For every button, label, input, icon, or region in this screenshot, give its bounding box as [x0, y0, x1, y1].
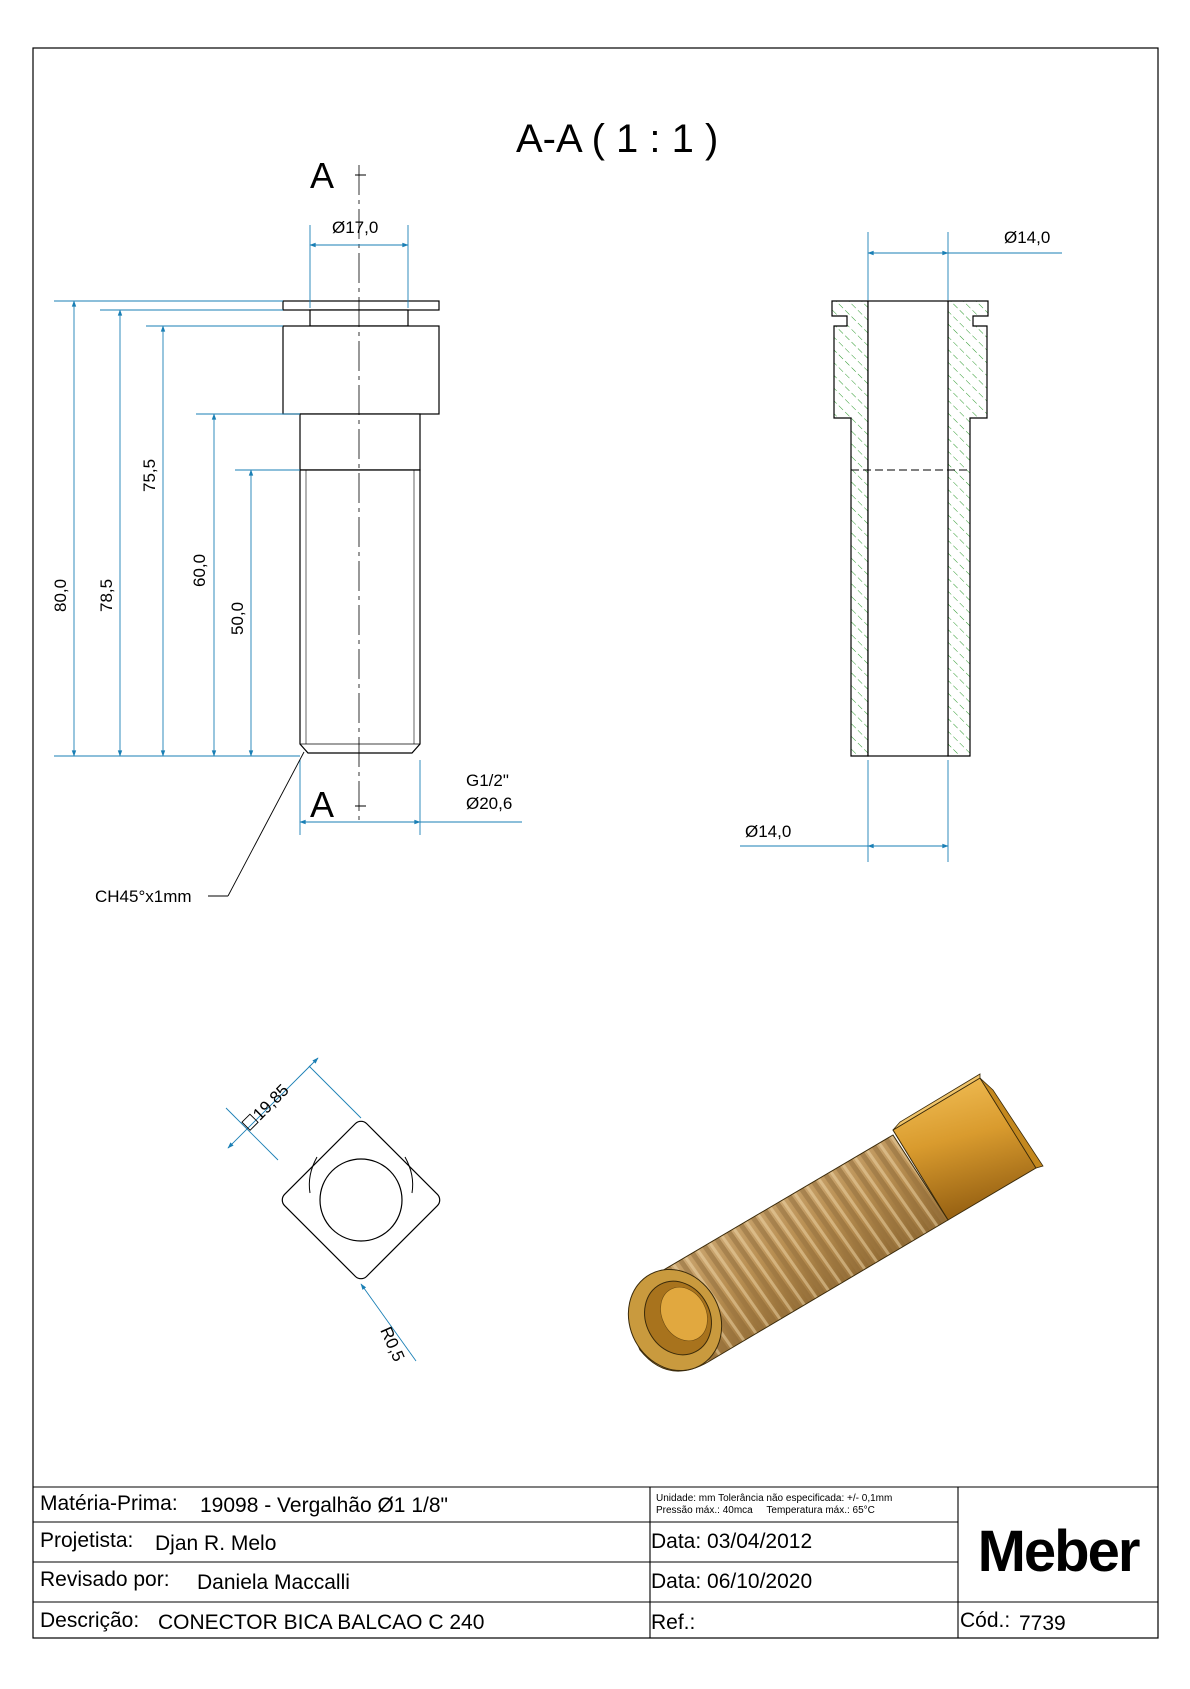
dim-chamfer: CH45°x1mm [95, 887, 192, 906]
end-view [279, 1118, 443, 1282]
isometric-view [611, 1074, 1043, 1387]
dim-bore-diameter-bottom: Ø14,0 [745, 822, 792, 841]
reviewer-label: Revisado por: [40, 1568, 170, 1591]
reviewer-date: Data: 06/10/2020 [651, 1570, 813, 1593]
description-label: Descrição: [40, 1609, 140, 1632]
elevation-dimensions [54, 225, 522, 835]
section-bore [868, 301, 948, 756]
designer-date: Data: 03/04/2012 [651, 1530, 813, 1553]
dim-corner-radius: R0,5 [376, 1323, 409, 1365]
material-value: 19098 - Vergalhão Ø1 1/8" [200, 1494, 448, 1517]
shank [300, 414, 420, 470]
dim-thread-name: G1/2" [466, 771, 509, 790]
elevation-view [283, 301, 439, 753]
material-label: Matéria-Prima: [40, 1492, 178, 1515]
thread-body [300, 470, 420, 753]
hex-body [283, 326, 439, 414]
dim-flange-diameter: Ø17,0 [332, 218, 379, 237]
dim-square-size: ☐19,85 [238, 1080, 293, 1135]
section-wall-right [948, 301, 988, 756]
dim-bore-diameter-top: Ø14,0 [1004, 228, 1051, 247]
dim-overall-length: 80,0 [51, 578, 70, 612]
section-label-bottom: A [310, 784, 335, 825]
dim-length-50: 50,0 [228, 601, 247, 635]
dim-thread-diameter: Ø20,6 [466, 794, 513, 813]
tolerance-note: Unidade: mm Tolerância não especificada: +/- 0,1mm [656, 1493, 893, 1504]
company-logo: Meber [977, 1519, 1139, 1584]
sheet-border [33, 48, 1158, 1638]
section-title: A-A ( 1 : 1 ) [516, 117, 719, 161]
section-label-top: A [310, 155, 335, 196]
ref-label: Ref.: [651, 1611, 696, 1634]
dim-length-78: 78,5 [97, 578, 116, 612]
dim-length-75: 75,5 [140, 458, 159, 492]
reviewer-value: Daniela Maccalli [197, 1571, 350, 1594]
designer-value: Djan R. Melo [155, 1532, 277, 1555]
chamfer-leader [228, 752, 304, 896]
designer-label: Projetista: [40, 1529, 134, 1552]
end-view-bore [320, 1159, 402, 1241]
dim-length-60: 60,0 [190, 553, 209, 587]
section-wall-left [832, 301, 868, 756]
code-label: Cód.: [960, 1609, 1011, 1632]
pressure-temperature-note: Pressão máx.: 40mca Temperatura máx.: 65°C [656, 1505, 875, 1516]
code-value: 7739 [1019, 1612, 1066, 1635]
section-view [832, 301, 988, 756]
description-value: CONECTOR BICA BALCAO C 240 [158, 1611, 485, 1634]
flange-plate [283, 301, 439, 310]
